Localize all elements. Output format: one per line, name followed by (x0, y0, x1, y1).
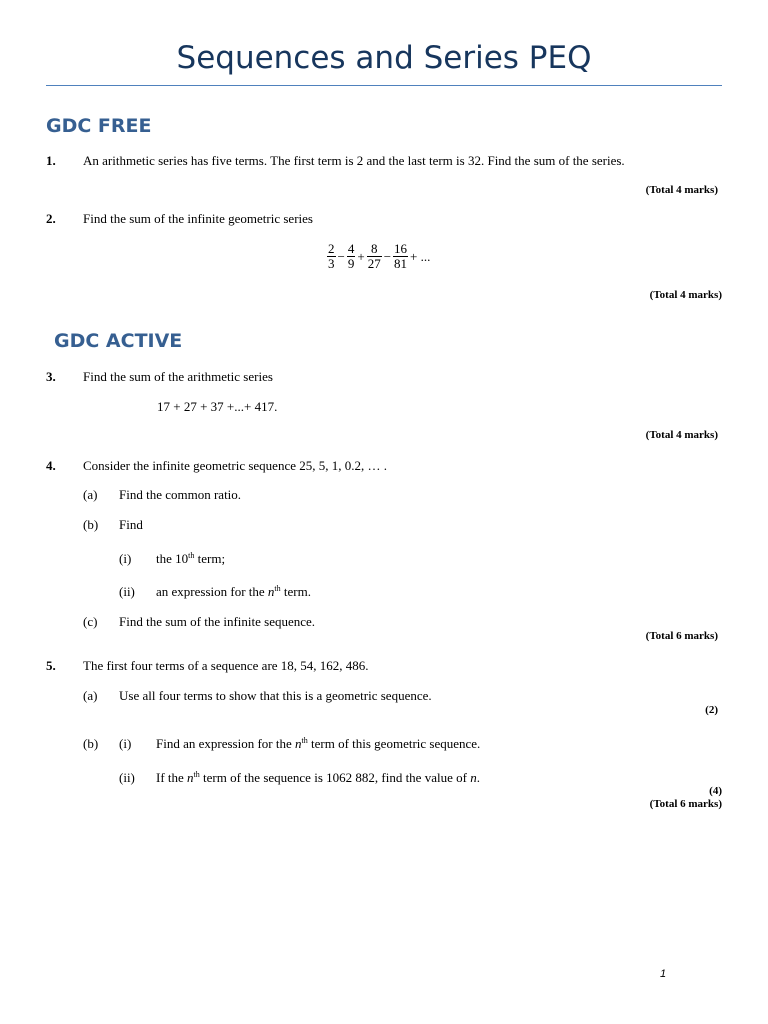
question-4b-text: Find (119, 517, 143, 532)
question-4bi-text: the 10th term; (156, 551, 226, 566)
question-4bii-text: an expression for the $n^{th}$ term. (156, 584, 311, 599)
question-1-number: 1. (46, 153, 56, 168)
fraction-term-1: $\frac{2}{3}$ (328, 241, 335, 271)
question-3-marks: (Total 4 marks) (645, 429, 718, 441)
question-5bi-text: Find an expression for the $n^{th}$ term of this geometric sequence. (156, 736, 481, 751)
fraction-term-3: $\frac{8}{27}$ (367, 241, 381, 271)
section-heading-gdc-active: GDC ACTIVE (54, 330, 183, 352)
section-heading-gdc-free: GDC FREE (46, 115, 152, 137)
question-4bii-label: (ii) (119, 584, 135, 599)
operator: − (383, 248, 392, 264)
question-2-text: Find the sum of the infinite geometric series (83, 211, 313, 226)
question-4a-label: (a) (83, 487, 98, 502)
question-5b-marks: (4) (709, 785, 722, 797)
question-4-text: Consider the infinite geometric sequence 25, 5, 1, 0.2, … . (83, 458, 387, 473)
question-5a-marks: (2) (705, 704, 718, 716)
question-5bi-label: (i) (119, 736, 132, 751)
question-1-marks: (Total 4 marks) (645, 184, 718, 196)
question-4bi-label: (i) (119, 551, 132, 566)
question-1-text: An arithmetic series has five terms. The first term is 2 and the last term is 32. Find the sum of the series. (83, 153, 625, 168)
question-5bii-text: If the $n^{th}$ term of the sequence is 1062 882, find the value of n. (156, 770, 480, 785)
question-5-marks: (Total 6 marks) (649, 798, 722, 810)
question-2-number: 2. (46, 211, 56, 226)
question-5-number: 5. (46, 658, 56, 673)
question-5a-label: (a) (83, 688, 98, 703)
question-3-series: 17 + 27 + 37 +...+ 417. (157, 399, 278, 414)
question-2-marks: (Total 4 marks) (649, 289, 722, 301)
question-4b-label: (b) (83, 517, 99, 532)
question-5-text: The first four terms of a sequence are 18, 54, 162, 486. (83, 658, 369, 673)
question-2-series-expression (326, 242, 431, 271)
page-number: 1 (660, 968, 667, 980)
fraction-term-4: $\frac{16}{81}$ (394, 241, 408, 271)
operator: − (337, 248, 345, 264)
question-5bii-label: (ii) (119, 770, 135, 785)
question-4a-text: Find the common ratio. (119, 487, 242, 502)
question-3-number: 3. (46, 369, 56, 384)
question-4c-text: Find the sum of the infinite sequence. (119, 614, 316, 629)
page-title: Sequences and Series PEQ (176, 40, 592, 76)
operator: + (357, 248, 365, 264)
question-4-number: 4. (46, 458, 56, 473)
title-divider (46, 85, 722, 86)
question-5b-label: (b) (83, 736, 99, 751)
question-3-text: Find the sum of the arithmetic series (83, 369, 273, 384)
fraction-term-2: $\frac{4}{9}$ (347, 241, 355, 271)
question-4c-label: (c) (83, 614, 98, 629)
operator: + ... (410, 248, 431, 264)
question-5a-text: Use all four terms to show that this is a geometric sequence. (119, 688, 432, 703)
question-4-marks: (Total 6 marks) (645, 630, 718, 642)
